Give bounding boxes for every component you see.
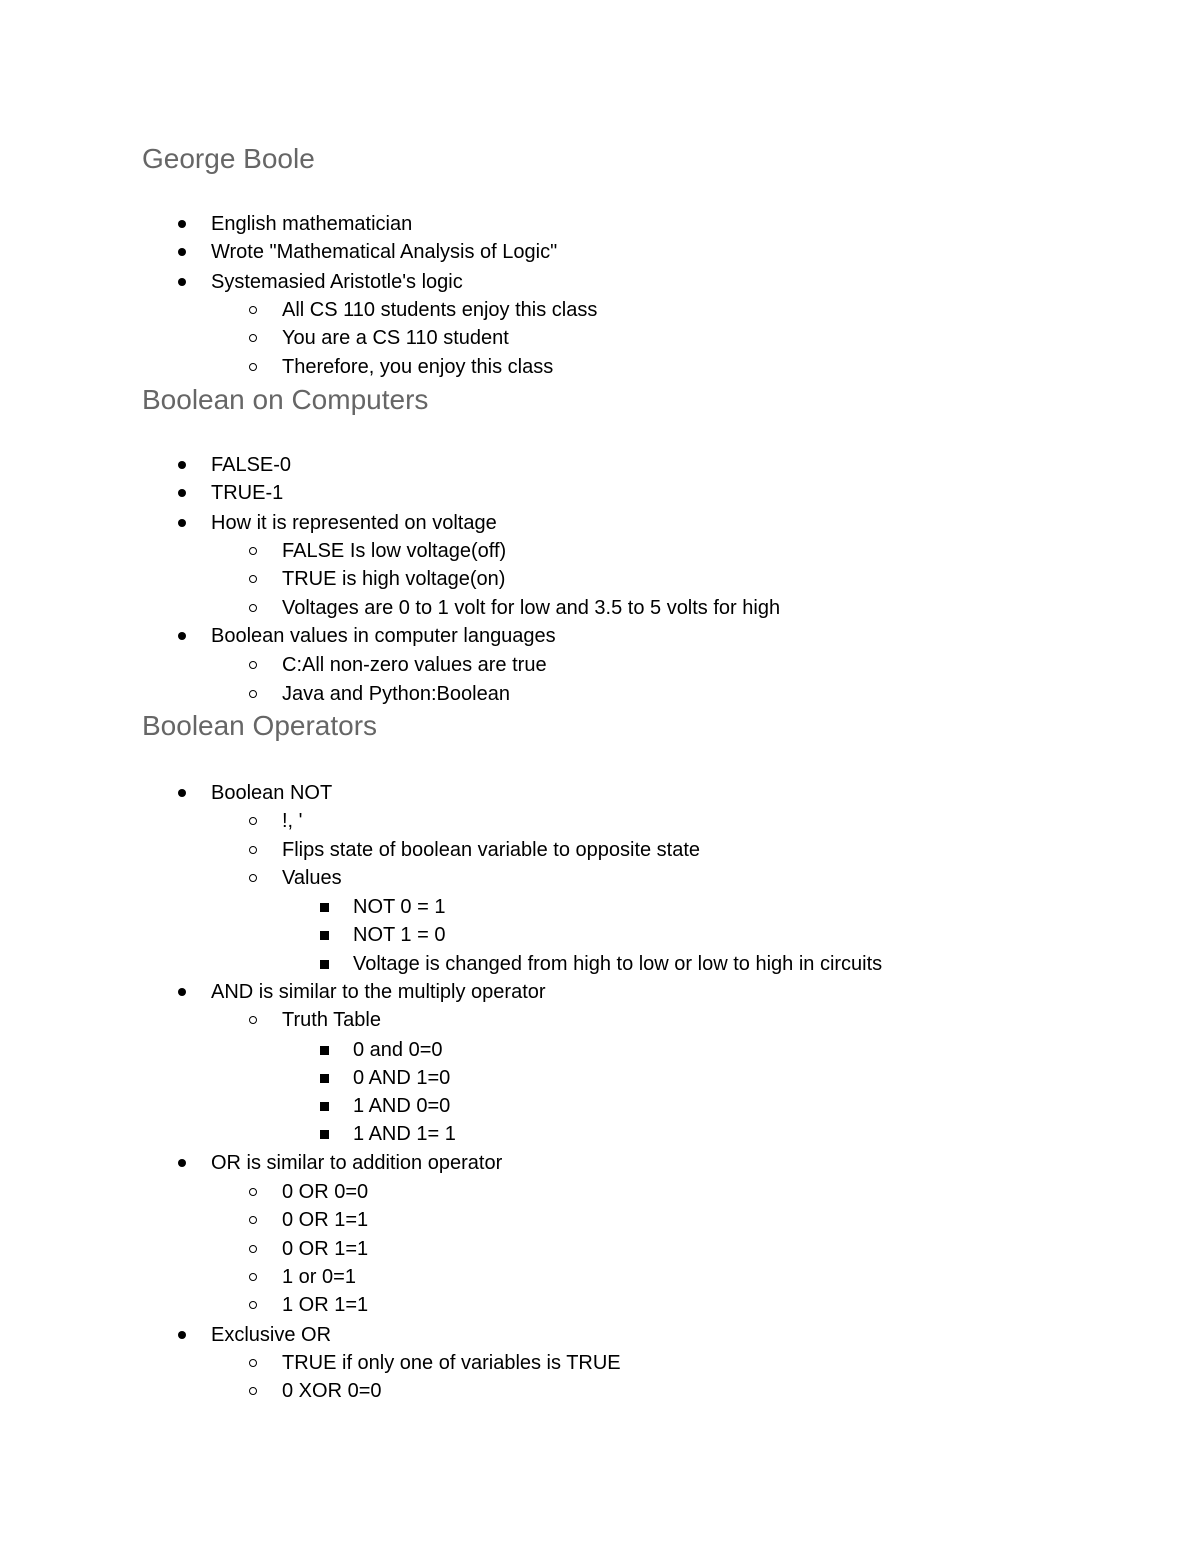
hollow-circle-bullet-icon [249, 1188, 257, 1196]
list-item: 0 OR 1=1 [282, 1235, 368, 1263]
list-item: NOT 1 = 0 [353, 921, 445, 949]
hollow-circle-bullet-icon [249, 334, 257, 342]
list-item: Wrote "Mathematical Analysis of Logic" [211, 238, 557, 266]
hollow-circle-bullet-icon [249, 306, 257, 314]
hollow-circle-bullet-icon [249, 1273, 257, 1281]
hollow-circle-bullet-icon [249, 846, 257, 854]
hollow-circle-bullet-icon [249, 690, 257, 698]
list-item: Therefore, you enjoy this class [282, 353, 553, 381]
square-bullet-icon [320, 903, 329, 912]
square-bullet-icon [320, 960, 329, 969]
filled-circle-bullet-icon [178, 278, 186, 286]
list-item: C:All non-zero values are true [282, 651, 547, 679]
filled-circle-bullet-icon [178, 632, 186, 640]
list-item: FALSE Is low voltage(off) [282, 537, 506, 565]
list-item: Truth Table [282, 1006, 381, 1034]
section-heading-boolean-operators: Boolean Operators [142, 710, 378, 741]
list-item: Boolean values in computer languages [211, 622, 556, 650]
list-item: 0 AND 1=0 [353, 1064, 450, 1092]
list-item: Boolean NOT [211, 779, 332, 807]
list-item: Values [282, 864, 342, 892]
list-item: Exclusive OR [211, 1321, 331, 1349]
list-item: TRUE-1 [211, 479, 283, 507]
hollow-circle-bullet-icon [249, 874, 257, 882]
list-item: Java and Python:Boolean [282, 680, 510, 708]
section-heading-boolean-on-computers: Boolean on Computers [142, 384, 429, 415]
list-item: 1 AND 1= 1 [353, 1120, 456, 1148]
list-item: English mathematician [211, 210, 412, 238]
section-heading-george-boole: George Boole [142, 143, 315, 174]
hollow-circle-bullet-icon [249, 547, 257, 555]
hollow-circle-bullet-icon [249, 1359, 257, 1367]
hollow-circle-bullet-icon [249, 1245, 257, 1253]
hollow-circle-bullet-icon [249, 575, 257, 583]
hollow-circle-bullet-icon [249, 363, 257, 371]
filled-circle-bullet-icon [178, 461, 186, 469]
filled-circle-bullet-icon [178, 248, 186, 256]
list-item: NOT 0 = 1 [353, 893, 445, 921]
list-item: TRUE is high voltage(on) [282, 565, 505, 593]
hollow-circle-bullet-icon [249, 604, 257, 612]
list-item: How it is represented on voltage [211, 509, 497, 537]
list-item: 0 and 0=0 [353, 1036, 443, 1064]
filled-circle-bullet-icon [178, 789, 186, 797]
list-item: 1 AND 0=0 [353, 1092, 450, 1120]
filled-circle-bullet-icon [178, 519, 186, 527]
list-item: FALSE-0 [211, 451, 291, 479]
list-item: 0 OR 0=0 [282, 1178, 368, 1206]
list-item: !, ' [282, 807, 303, 835]
list-item: Flips state of boolean variable to opposite state [282, 836, 700, 864]
hollow-circle-bullet-icon [249, 661, 257, 669]
square-bullet-icon [320, 1046, 329, 1055]
square-bullet-icon [320, 1102, 329, 1111]
list-item: You are a CS 110 student [282, 324, 509, 352]
hollow-circle-bullet-icon [249, 1016, 257, 1024]
list-item: OR is similar to addition operator [211, 1149, 502, 1177]
list-item: 0 OR 1=1 [282, 1206, 368, 1234]
list-item: Voltages are 0 to 1 volt for low and 3.5 to 5 volts for high [282, 594, 780, 622]
list-item: AND is similar to the multiply operator [211, 978, 546, 1006]
square-bullet-icon [320, 1074, 329, 1083]
list-item: 1 OR 1=1 [282, 1291, 368, 1319]
list-item: Systemasied Aristotle's logic [211, 268, 463, 296]
list-item: 1 or 0=1 [282, 1263, 356, 1291]
filled-circle-bullet-icon [178, 1159, 186, 1167]
list-item: TRUE if only one of variables is TRUE [282, 1349, 621, 1377]
filled-circle-bullet-icon [178, 489, 186, 497]
list-item: Voltage is changed from high to low or low to high in circuits [353, 950, 882, 978]
hollow-circle-bullet-icon [249, 1387, 257, 1395]
filled-circle-bullet-icon [178, 220, 186, 228]
square-bullet-icon [320, 1130, 329, 1139]
hollow-circle-bullet-icon [249, 1301, 257, 1309]
list-item: All CS 110 students enjoy this class [282, 296, 597, 324]
list-item: 0 XOR 0=0 [282, 1377, 382, 1405]
hollow-circle-bullet-icon [249, 817, 257, 825]
hollow-circle-bullet-icon [249, 1216, 257, 1224]
filled-circle-bullet-icon [178, 988, 186, 996]
square-bullet-icon [320, 931, 329, 940]
filled-circle-bullet-icon [178, 1331, 186, 1339]
